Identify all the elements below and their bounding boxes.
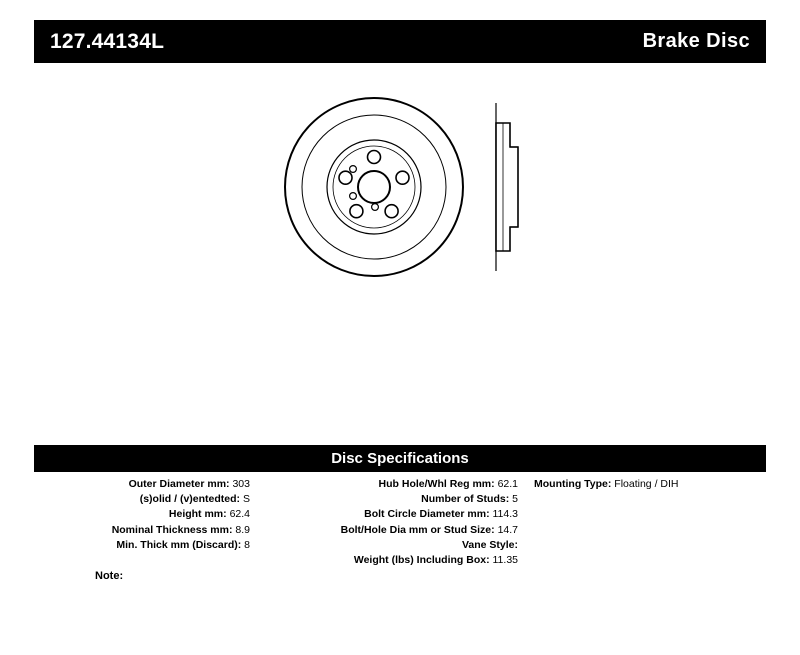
header-bar — [34, 20, 766, 63]
spec-label: Bolt/Hole Dia mm or Stud Size: — [340, 523, 495, 536]
spec-row — [256, 553, 518, 568]
spec-label: Nominal Thickness mm: — [111, 523, 233, 536]
spec-title-bar — [34, 445, 766, 472]
spec-value: 114.3 — [492, 508, 518, 521]
spec-value: 14.7 — [497, 523, 518, 536]
spec-label: (s)olid / (v)entedted: — [139, 493, 241, 506]
spec-row — [256, 477, 518, 492]
spec-column-right — [524, 477, 766, 492]
spec-row — [534, 477, 766, 492]
spec-value: 62.4 — [229, 508, 250, 521]
spec-row — [256, 507, 518, 522]
spec-label: Hub Hole/Whl Reg mm: — [378, 478, 495, 490]
spec-columns — [34, 477, 766, 568]
spec-label: Number of Studs: — [421, 493, 510, 506]
spec-row — [34, 492, 250, 507]
spec-value: 5 — [512, 493, 518, 506]
spec-row — [256, 538, 518, 553]
spec-label: Outer Diameter mm: — [128, 478, 230, 490]
spec-row — [34, 477, 250, 492]
spec-label: Min. Thick mm (Discard): — [116, 538, 242, 551]
spec-row — [34, 523, 250, 538]
spec-value: Floating / DIH — [614, 478, 679, 490]
note-row — [95, 570, 123, 582]
note-label: Note: — [95, 570, 124, 582]
spec-value: 8.9 — [235, 523, 250, 536]
spec-column-middle — [256, 477, 524, 568]
spec-value: 62.1 — [497, 478, 518, 490]
spec-value: S — [242, 493, 250, 506]
spec-row — [34, 538, 250, 553]
brake-rotor-technical-drawing — [282, 95, 572, 295]
part-number: 127.44134L — [50, 29, 165, 53]
spec-label: Height mm: — [168, 508, 227, 521]
product-type-label: Brake Disc — [642, 30, 750, 52]
spec-label: Vane Style: — [461, 538, 518, 551]
spec-value: 11.35 — [492, 554, 518, 567]
spec-column-left — [34, 477, 256, 553]
spec-value: 303 — [232, 478, 250, 490]
spec-row — [34, 507, 250, 522]
spec-label: Mounting Type: — [534, 478, 612, 490]
spec-row — [256, 492, 518, 507]
spec-row — [256, 523, 518, 538]
spec-value: 8 — [244, 538, 250, 551]
spec-title: Disc Specifications — [331, 450, 469, 467]
spec-label: Bolt Circle Diameter mm: — [364, 508, 490, 521]
spec-label: Weight (lbs) Including Box: — [353, 554, 490, 567]
drawing-area — [34, 70, 766, 430]
